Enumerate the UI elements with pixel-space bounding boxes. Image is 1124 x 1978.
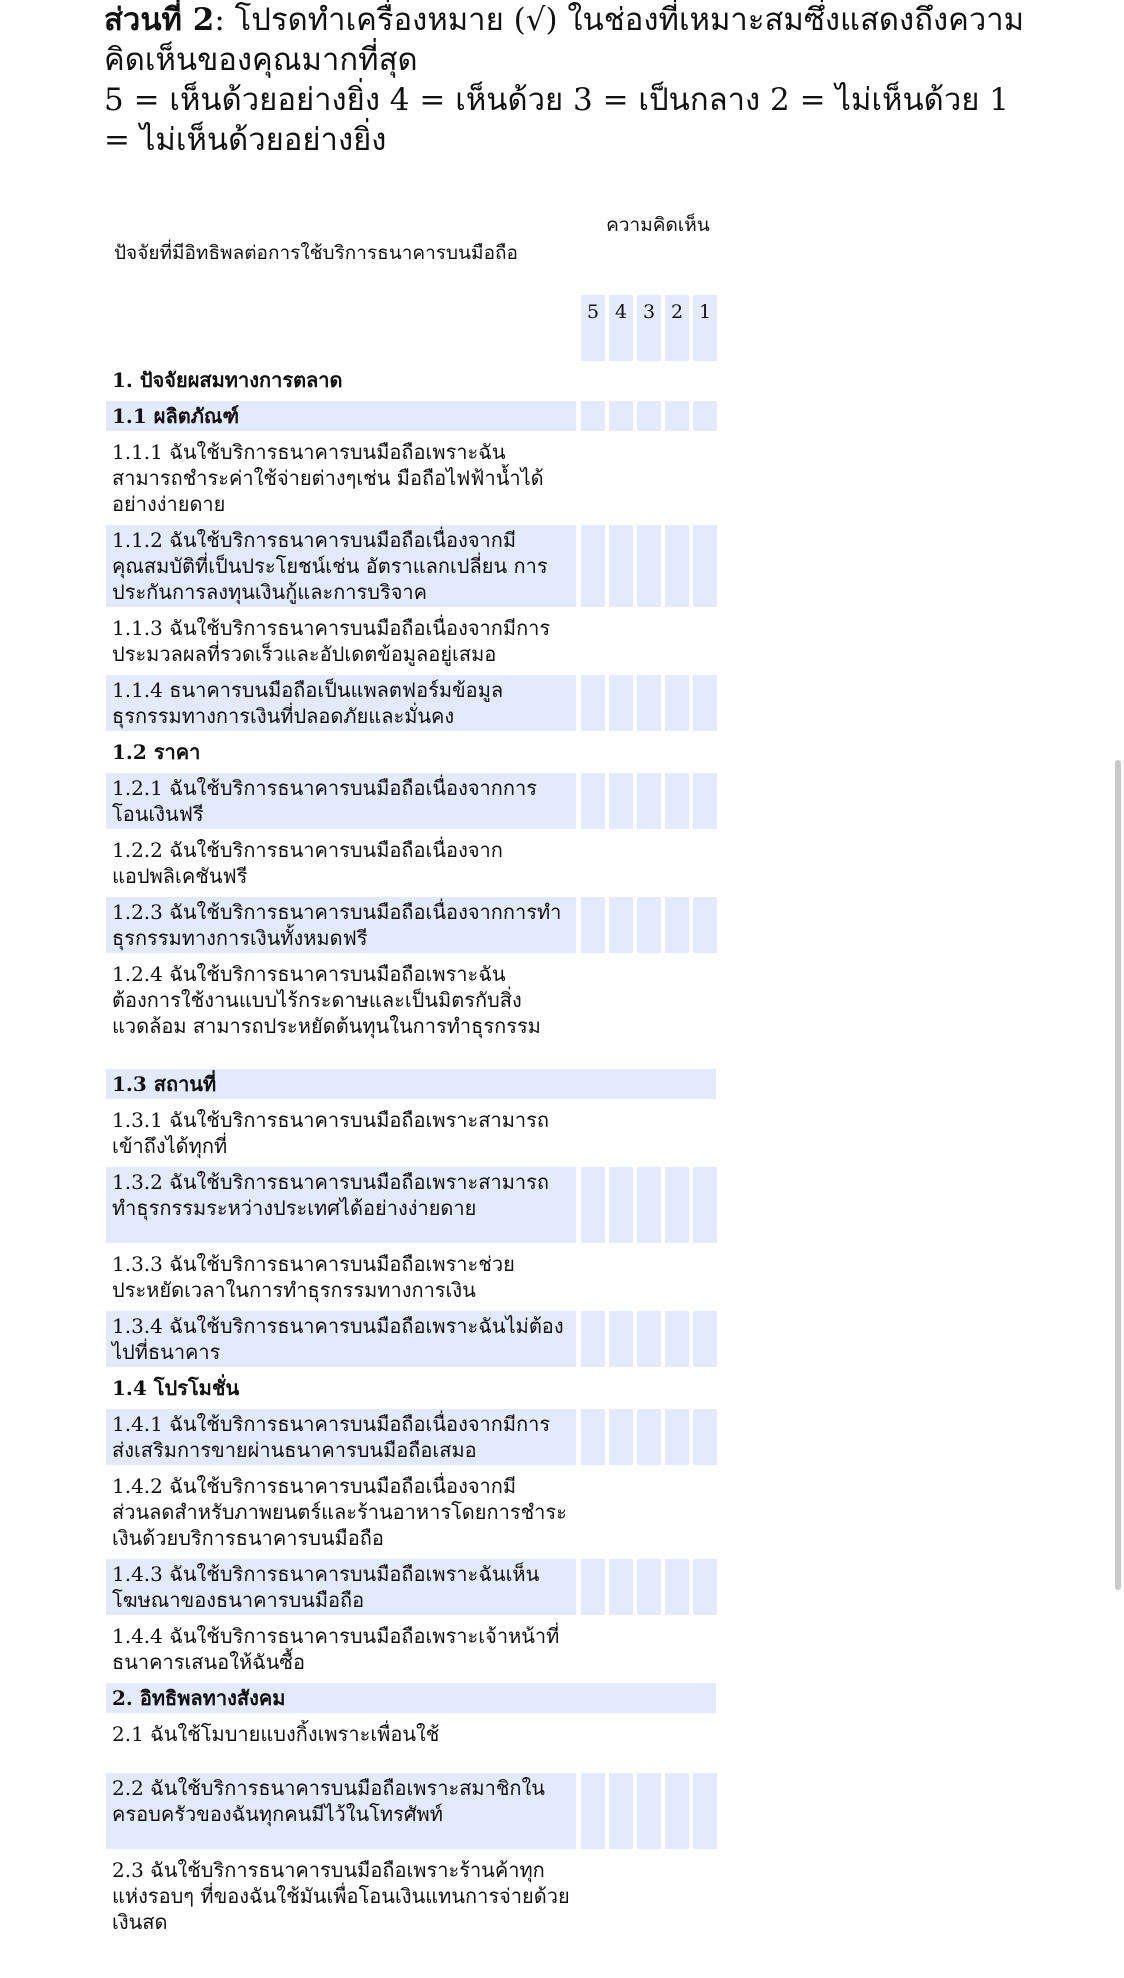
rating-cell-5 — [580, 1069, 604, 1099]
rating-cell-3[interactable] — [637, 525, 661, 607]
rating-cells — [581, 897, 717, 953]
rating-cells — [581, 675, 717, 731]
question-label: 1.1.4 ธนาคารบนมือถือเป็นแพลตฟอร์มข้อมูลธุรกรรมทางการเงินที่ปลอดภัยและมั่นคง — [106, 675, 576, 731]
rating-cells — [581, 1105, 717, 1161]
rating-cell-3[interactable] — [637, 1621, 661, 1677]
rating-cell-4[interactable] — [609, 613, 633, 669]
question-label: 1.2.4 ฉันใช้บริการธนาคารบนมือถือเพราะฉันต้องการใช้งานแบบไร้กระดาษและเป็นมิตรกับสิ่งแวดล้อม สามารถประหยัดต้นทุนในการทำธุรกรรม — [112, 962, 541, 1038]
rating-cell-4 — [609, 1373, 633, 1403]
question-label: 1.4.3 ฉันใช้บริการธนาคารบนมือถือเพราะฉันเห็นโฆษณาของธนาคารบนมือถือ — [106, 1559, 576, 1615]
rating-cell-1[interactable] — [693, 1105, 717, 1161]
rating-cell-4[interactable] — [609, 1719, 633, 1767]
rating-cell-5[interactable] — [581, 1105, 605, 1161]
rating-cell-5 — [581, 737, 605, 767]
rating-cell-4 — [609, 401, 633, 431]
table-row — [106, 1311, 726, 1367]
scale-header-5: 5 — [581, 295, 605, 361]
rating-cell-2[interactable] — [665, 1559, 689, 1615]
rating-cell-1[interactable] — [693, 959, 717, 1063]
rating-cell-3[interactable] — [637, 1409, 661, 1465]
rating-cells — [581, 959, 717, 1063]
rating-cell-5[interactable] — [581, 897, 605, 953]
rating-cell-3[interactable] — [637, 1855, 661, 1937]
rating-cell-2[interactable] — [665, 1773, 689, 1849]
rating-cell-2[interactable] — [665, 1621, 689, 1677]
rating-cells — [581, 365, 717, 395]
rating-cell-1[interactable] — [693, 1167, 717, 1243]
rating-cells — [581, 1373, 717, 1403]
rating-cell-5 — [580, 1683, 604, 1713]
table-row — [106, 1855, 726, 1937]
rating-cell-3[interactable] — [637, 959, 661, 1063]
rating-cell-1[interactable] — [693, 437, 717, 519]
rating-cell-3[interactable] — [637, 1249, 661, 1305]
table-row — [106, 897, 726, 953]
rating-cell-5[interactable] — [581, 959, 605, 1063]
scale-header-cells — [581, 295, 717, 361]
rating-cell-4[interactable] — [609, 835, 633, 891]
rating-cells — [581, 835, 717, 891]
rating-cell-4[interactable] — [609, 1311, 633, 1367]
rating-cell-5[interactable] — [581, 1167, 605, 1243]
rating-cell-3 — [637, 401, 661, 431]
rating-cell-4 — [609, 737, 633, 767]
rating-cell-2[interactable] — [665, 1105, 689, 1161]
rating-cell-5[interactable] — [581, 1471, 605, 1553]
rating-cells — [581, 1719, 717, 1767]
rating-cell-2[interactable] — [665, 773, 689, 829]
scale-header-3: 3 — [637, 295, 661, 361]
section-row — [106, 1069, 716, 1099]
instruction-line — [104, 0, 1044, 80]
rating-cell-1 — [693, 365, 717, 395]
rating-cell-5[interactable] — [581, 1621, 605, 1677]
question-label: 1.3.4 ฉันใช้บริการธนาคารบนมือถือเพราะฉันไม่ต้องไปที่ธนาคาร — [106, 1311, 576, 1367]
rating-cell-4[interactable] — [609, 525, 633, 607]
rating-cell-1[interactable] — [693, 835, 717, 891]
rating-cell-4[interactable] — [609, 1409, 633, 1465]
question-label: 1.2.2 ฉันใช้บริการธนาคารบนมือถือเนื่องจากแอปพลิเคชันฟรี — [112, 838, 503, 888]
section-row — [106, 1373, 726, 1403]
rating-cell-3[interactable] — [637, 1773, 661, 1849]
rating-cell-4[interactable] — [609, 675, 633, 731]
rating-cell-1[interactable] — [693, 1409, 717, 1465]
question-label: 1.4.2 ฉันใช้บริการธนาคารบนมือถือเนื่องจากมีส่วนลดสำหรับภาพยนตร์และร้านอาหารโดยการชำระเงินด้วยบริการธนาคารบนมือถือ — [112, 1474, 567, 1550]
rating-cell-3[interactable] — [637, 437, 661, 519]
rating-cell-4 — [608, 1683, 632, 1713]
rating-cell-1[interactable] — [693, 1621, 717, 1677]
rating-cell-4 — [608, 1069, 632, 1099]
rating-cell-5[interactable] — [581, 525, 605, 607]
rating-cells — [581, 1409, 717, 1465]
rating-cell-2[interactable] — [665, 675, 689, 731]
table-row — [106, 1249, 726, 1305]
rating-cell-5[interactable] — [581, 1559, 605, 1615]
rating-cell-2 — [665, 1373, 689, 1403]
rating-cell-5[interactable] — [581, 1719, 605, 1767]
rating-cell-4[interactable] — [609, 1471, 633, 1553]
question-label: 2.1 ฉันใช้โมบายแบงกิ้งเพราะเพื่อนใช้ — [112, 1722, 440, 1746]
factor-column-header: ปัจจัยที่มีอิทธิพลต่อการใช้บริการธนาคารบนมือถือ — [114, 242, 518, 264]
rating-cells — [581, 525, 717, 607]
rating-cell-2[interactable] — [665, 1719, 689, 1767]
rating-cell-1[interactable] — [693, 525, 717, 607]
rating-cell-2[interactable] — [665, 1249, 689, 1305]
rating-cell-4[interactable] — [609, 1855, 633, 1937]
section-heading — [104, 0, 1044, 160]
table-row — [106, 1559, 726, 1615]
table-row — [106, 835, 726, 891]
table-header — [106, 210, 726, 365]
table-row — [106, 1621, 726, 1677]
rating-cell-1 — [693, 401, 717, 431]
rating-cell-5[interactable] — [581, 1249, 605, 1305]
table-body — [106, 365, 726, 1937]
rating-cells — [581, 1855, 717, 1937]
section-row — [106, 737, 726, 767]
rating-cell-5 — [581, 401, 605, 431]
rating-cell-5[interactable] — [581, 1311, 605, 1367]
rating-cell-5[interactable] — [581, 1409, 605, 1465]
opinion-column-header: ความคิดเห็น — [606, 214, 710, 236]
question-label: 1.2.1 ฉันใช้บริการธนาคารบนมือถือเนื่องจากการโอนเงินฟรี — [106, 773, 576, 829]
rating-cells — [581, 1167, 717, 1243]
rating-cell-2 — [665, 365, 689, 395]
rating-cell-1[interactable] — [693, 675, 717, 731]
question-label: 1.4.1 ฉันใช้บริการธนาคารบนมือถือเนื่องจากมีการส่งเสริมการขายผ่านธนาคารบนมือถือเสมอ — [106, 1409, 576, 1465]
question-label: 2.2 ฉันใช้บริการธนาคารบนมือถือเพราะสมาชิกในครอบครัวของฉันทุกคนมีไว้ในโทรศัพท์ — [106, 1773, 576, 1849]
question-label: 1.1.1 ฉันใช้บริการธนาคารบนมือถือเพราะฉันสามารถชำระค่าใช้จ่ายต่างๆเช่น มือถือไฟฟ้าน้ำได้อย่างง่ายดาย — [112, 440, 544, 516]
rating-cell-3[interactable] — [637, 1719, 661, 1767]
rating-cells — [581, 401, 717, 431]
section-row — [106, 401, 726, 431]
rating-cell-1[interactable] — [693, 1311, 717, 1367]
rating-cell-2 — [665, 737, 689, 767]
rating-cells — [581, 613, 717, 669]
rating-cell-3 — [637, 1373, 661, 1403]
rating-cell-3[interactable] — [637, 613, 661, 669]
question-label: 1.2.3 ฉันใช้บริการธนาคารบนมือถือเนื่องจากการทำธุรกรรมทางการเงินทั้งหมดฟรี — [106, 897, 576, 953]
rating-cell-1 — [692, 1683, 716, 1713]
table-row — [106, 675, 726, 731]
rating-cells — [581, 437, 717, 519]
question-label: 1.3.1 ฉันใช้บริการธนาคารบนมือถือเพราะสามารถเข้าถึงได้ทุกที่ — [112, 1108, 549, 1158]
question-label: 1.3.3 ฉันใช้บริการธนาคารบนมือถือเพราะช่วยประหยัดเวลาในการทำธุรกรรมทางการเงิน — [112, 1252, 515, 1302]
rating-cells — [581, 1249, 717, 1305]
rating-cell-4[interactable] — [609, 1621, 633, 1677]
survey-table — [106, 210, 726, 1943]
section-label: 1.2 ราคา — [112, 740, 201, 764]
section-row — [106, 1683, 716, 1713]
rating-cell-4[interactable] — [609, 773, 633, 829]
rating-cell-5[interactable] — [581, 1855, 605, 1937]
question-label: 1.3.2 ฉันใช้บริการธนาคารบนมือถือเพราะสามารถทำธุรกรรมระหว่างประเทศได้อย่างง่ายดาย — [106, 1167, 576, 1243]
section-row — [106, 365, 726, 395]
question-label: 1.1.3 ฉันใช้บริการธนาคารบนมือถือเนื่องจากมีการประมวลผลที่รวดเร็วและอัปเดตข้อมูลอยู่เสมอ — [112, 616, 551, 666]
rating-cell-2 — [665, 401, 689, 431]
rating-cell-2[interactable] — [665, 1409, 689, 1465]
section-label: 2. อิทธิพลทางสังคม — [112, 1686, 286, 1710]
rating-cell-1[interactable] — [693, 897, 717, 953]
rating-cell-4 — [609, 365, 633, 395]
table-row — [106, 1105, 726, 1161]
question-label: 2.3 ฉันใช้บริการธนาคารบนมือถือเพราะร้านค้าทุกแห่งรอบๆ ที่ของฉันใช้มันเพื่อโอนเงินแทนการจ่ายด้วยเงินสด — [112, 1858, 570, 1934]
rating-cell-3 — [637, 365, 661, 395]
rating-cells — [581, 1621, 717, 1677]
rating-cells — [581, 1471, 717, 1553]
rating-cell-1[interactable] — [693, 1855, 717, 1937]
rating-cell-3[interactable] — [637, 773, 661, 829]
rating-cells — [581, 1559, 717, 1615]
rating-cell-2[interactable] — [665, 525, 689, 607]
rating-cell-1[interactable] — [693, 1559, 717, 1615]
question-label: 1.4.4 ฉันใช้บริการธนาคารบนมือถือเพราะเจ้าหน้าที่ธนาคารเสนอให้ฉันซื้อ — [112, 1624, 560, 1674]
rating-cell-2[interactable] — [665, 835, 689, 891]
rating-cell-1[interactable] — [693, 613, 717, 669]
rating-cell-5[interactable] — [581, 835, 605, 891]
rating-cells — [580, 1069, 716, 1099]
scale-header-1: 1 — [693, 295, 717, 361]
question-label: 1.1.2 ฉันใช้บริการธนาคารบนมือถือเนื่องจากมีคุณสมบัติที่เป็นประโยชน์เช่น อัตราแลกเปลี่ยน การประกันการลงทุนเงินกู้และการบริจาค — [106, 525, 576, 607]
section-label: 1.3 สถานที่ — [112, 1072, 217, 1096]
rating-cell-3[interactable] — [637, 675, 661, 731]
table-row — [106, 525, 726, 607]
rating-cell-2[interactable] — [665, 959, 689, 1063]
rating-cell-2 — [664, 1683, 688, 1713]
rating-cell-1 — [693, 737, 717, 767]
rating-cell-4[interactable] — [609, 1105, 633, 1161]
scale-legend: 5 = เห็นด้วยอย่างยิ่ง 4 = เห็นด้วย 3 = เป็นกลาง 2 = ไม่เห็นด้วย 1 = ไม่เห็นด้วยอย่างยิ่ง — [104, 82, 1009, 158]
rating-cell-3[interactable] — [637, 1471, 661, 1553]
rating-cell-2[interactable] — [665, 1855, 689, 1937]
rating-cell-5[interactable] — [581, 613, 605, 669]
rating-cell-1[interactable] — [693, 1773, 717, 1849]
rating-cell-5[interactable] — [581, 437, 605, 519]
rating-cell-2[interactable] — [665, 1471, 689, 1553]
table-row — [106, 437, 726, 519]
rating-cell-2[interactable] — [665, 613, 689, 669]
rating-cell-1 — [692, 1069, 716, 1099]
table-row — [106, 1719, 726, 1767]
rating-cell-5 — [581, 1373, 605, 1403]
rating-cell-3[interactable] — [637, 835, 661, 891]
table-row — [106, 773, 726, 829]
table-row — [106, 959, 726, 1063]
rating-cell-1 — [693, 1373, 717, 1403]
rating-cell-4[interactable] — [609, 1249, 633, 1305]
scale-header-2: 2 — [665, 295, 689, 361]
rating-cell-2 — [664, 1069, 688, 1099]
rating-cell-1[interactable] — [693, 1719, 717, 1767]
rating-cell-2[interactable] — [665, 1167, 689, 1243]
section-label: ส่วนที่ 2 — [104, 2, 215, 38]
rating-cell-1[interactable] — [693, 1249, 717, 1305]
rating-cell-2[interactable] — [665, 437, 689, 519]
section-label: 1.1 ผลิตภัณฑ์ — [106, 401, 576, 431]
rating-cell-3[interactable] — [637, 1311, 661, 1367]
rating-cells — [581, 1773, 717, 1849]
rating-cell-4[interactable] — [609, 959, 633, 1063]
scale-header-4: 4 — [609, 295, 633, 361]
rating-cells — [581, 773, 717, 829]
rating-cell-4[interactable] — [609, 437, 633, 519]
rating-cell-1[interactable] — [693, 1471, 717, 1553]
section-label: 1. ปัจจัยผสมทางการตลาด — [112, 368, 343, 392]
rating-cell-4[interactable] — [609, 1167, 633, 1243]
rating-cell-3[interactable] — [637, 1167, 661, 1243]
table-row — [106, 1471, 726, 1553]
rating-cell-2[interactable] — [665, 1311, 689, 1367]
rating-cell-5 — [581, 365, 605, 395]
rating-cell-4[interactable] — [609, 1773, 633, 1849]
rating-cell-3[interactable] — [637, 1559, 661, 1615]
table-row — [106, 1167, 726, 1243]
rating-cell-3 — [636, 1683, 660, 1713]
rating-cell-5[interactable] — [581, 675, 605, 731]
rating-cell-3[interactable] — [637, 897, 661, 953]
table-row — [106, 1773, 726, 1849]
rating-cells — [580, 1683, 716, 1713]
rating-cells — [581, 1311, 717, 1367]
rating-cell-3 — [637, 737, 661, 767]
section-label: 1.4 โปรโมชั่น — [112, 1376, 240, 1400]
table-row — [106, 613, 726, 669]
instruction-text: : โปรดทำเครื่องหมาย (√) ในช่องที่เหมาะสมซึ่งแสดงถึงความคิดเห็นของคุณมากที่สุด — [104, 2, 1025, 78]
rating-cell-5[interactable] — [581, 1773, 605, 1849]
scrollbar-thumb[interactable] — [1115, 760, 1121, 1590]
rating-cell-1[interactable] — [693, 773, 717, 829]
rating-cells — [581, 737, 717, 767]
rating-cell-5[interactable] — [581, 773, 605, 829]
rating-cell-4[interactable] — [609, 897, 633, 953]
rating-cell-4[interactable] — [609, 1559, 633, 1615]
rating-cell-2[interactable] — [665, 897, 689, 953]
rating-cell-3 — [636, 1069, 660, 1099]
table-row — [106, 1409, 726, 1465]
rating-cell-3[interactable] — [637, 1105, 661, 1161]
